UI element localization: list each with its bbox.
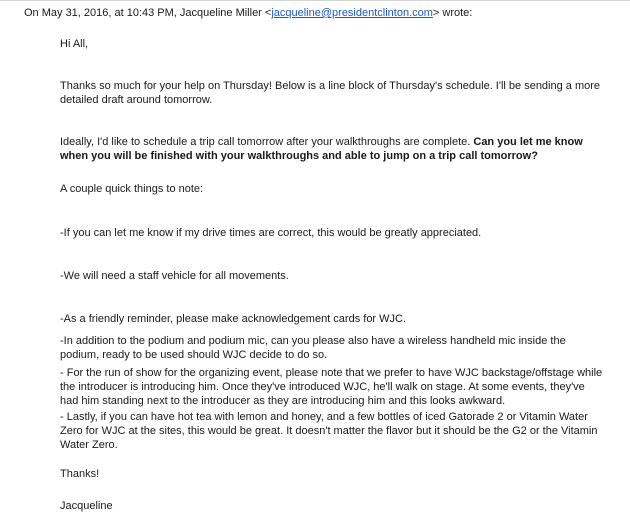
greeting: Hi All, — [60, 38, 89, 50]
trip-call-text: Ideally, I'd like to schedule a trip call tomorrow after your walkthroughs are complete. — [60, 136, 474, 148]
note-podium-mic: -In addition to the podium and podium mic, can you please also have a wireless handheld mic inside the podium, ready to be used should WJC decide to do so. — [60, 335, 566, 361]
note-run-of-show: - For the run of show for the organizing event, please note that we prefer to have WJC backstage/offstage while the introducer is introducing him. Once they've introduced WJC, he'll walk on stage. At some events, they've had him standing next to the introducer as they are introducing him and this looks awkward. — [60, 367, 603, 407]
paragraph-notes-intro: A couple quick things to note: — [60, 183, 204, 195]
paragraph-trip-call — [60, 135, 605, 163]
note-acknowledgement-cards: -As a friendly reminder, please make acknowledgement cards for WJC. — [60, 313, 407, 325]
note-staff-vehicle: -We will need a staff vehicle for all movements. — [60, 270, 289, 282]
note-refreshments: - Lastly, if you can have hot tea with lemon and honey, and a few bottles of iced Gatorade 2 or Vitamin Water Zero for WJC at the sites, this would be great. It doesn't matter the flavor but it should be the G2 or the Vitamin Water Zero. — [60, 411, 598, 451]
closing: Thanks! — [60, 468, 100, 480]
trip-call-question: Can you let me know when you will be finished with your walkthroughs and able to jump on a trip call tomorrow? — [60, 136, 583, 162]
header-suffix: > wrote: — [432, 7, 473, 19]
reply-header — [24, 6, 472, 20]
header-prefix: On May 31, 2016, at 10:43 PM, Jacqueline Miller < — [24, 7, 272, 19]
paragraph-thanks: Thanks so much for your help on Thursday! Below is a line block of Thursday's schedule. I'll be sending a more detailed draft around tomorrow. — [60, 80, 601, 106]
top-border — [0, 0, 630, 1]
note-drive-times: -If you can let me know if my drive times are correct, this would be greatly appreciated. — [60, 227, 482, 239]
signature: Jacqueline — [60, 500, 113, 512]
sender-email-link[interactable]: jacqueline@presidentclinton.com — [271, 7, 433, 19]
